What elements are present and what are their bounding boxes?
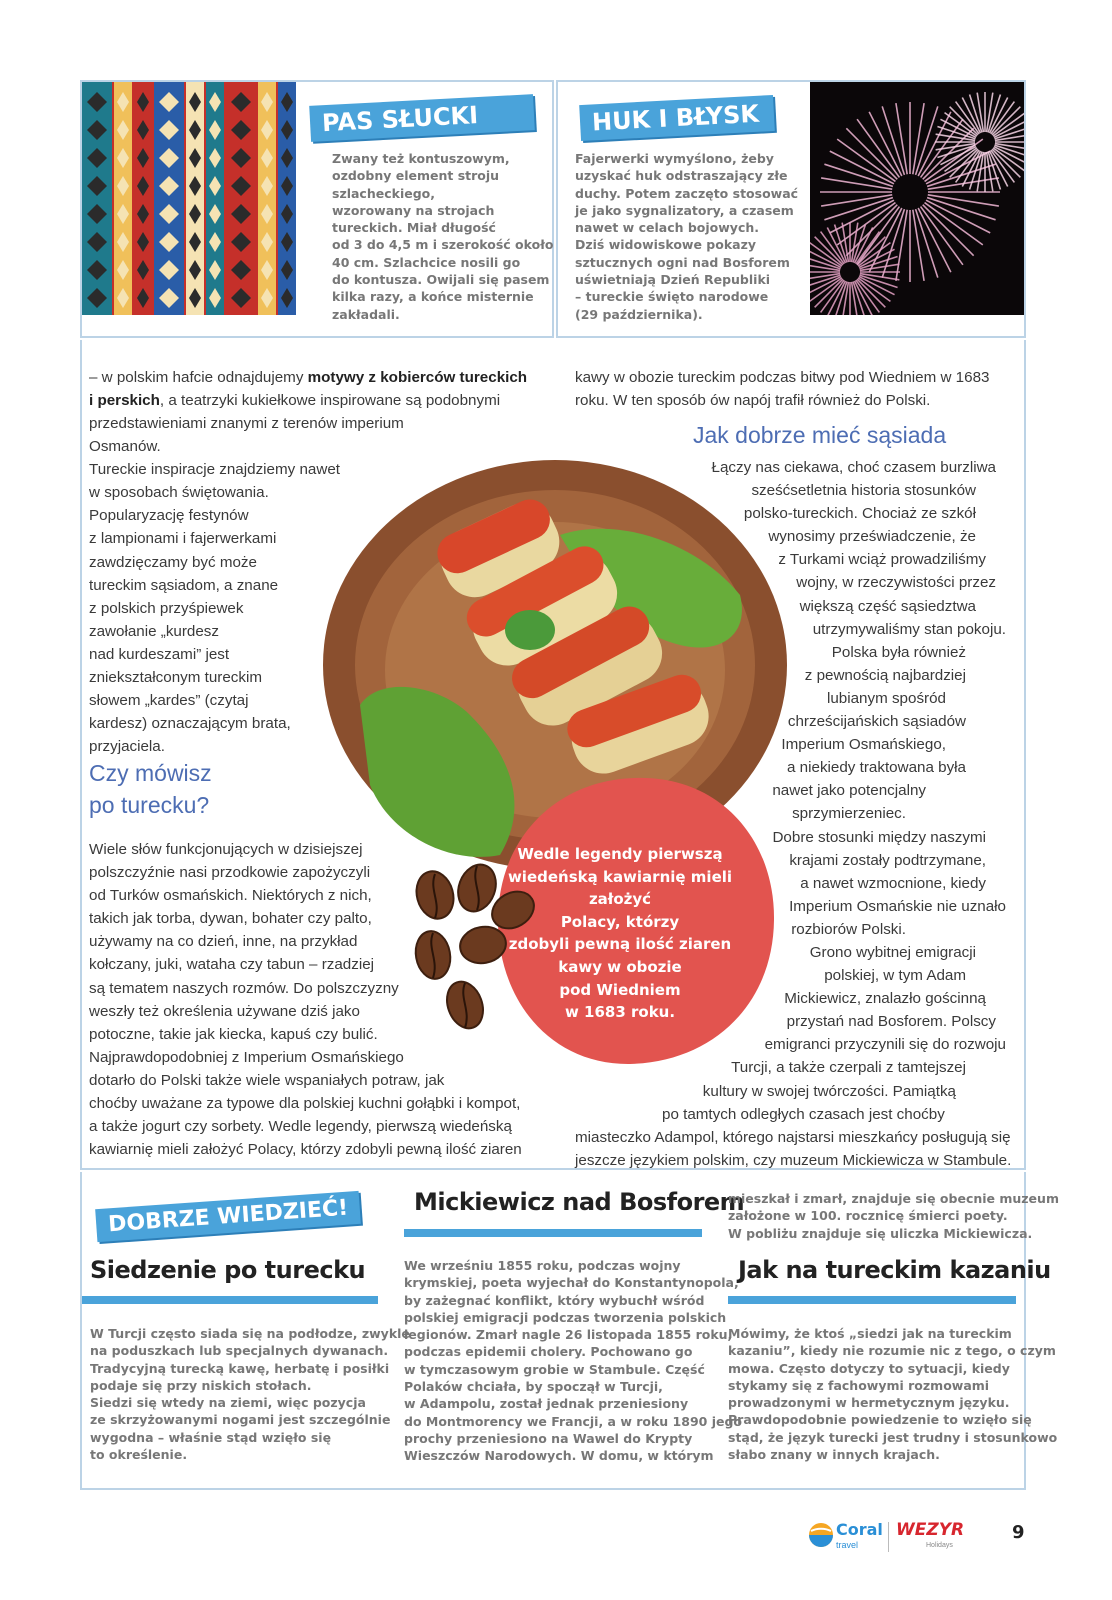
text-line: Popularyzację festynów: [89, 507, 249, 525]
text-line: zawdzięczamy być może: [89, 553, 257, 571]
intro-paragraph: – w polskim hafcie odnajdujemy motywy z kobierców tureckich i perskich, a teatrzyki kukiełkowe inspirowane są podobnymi: [89, 369, 528, 410]
mickiewicz-text: [404, 1257, 742, 1465]
text-line: tureckim sąsiadom, a znane: [89, 576, 279, 594]
text-line: mowa. Często dotyczy to sytuacji, kiedy: [728, 1360, 1010, 1376]
text-line: (29 października).: [575, 306, 703, 322]
quote-line: pod Wiedniem: [559, 980, 681, 999]
text-line: przedstawieniami znanymi z terenów imperium: [89, 415, 404, 432]
text-line: większą część sąsiedztwa: [799, 597, 976, 615]
text-line: Siedzi się wtedy na ziemi, więc pozycja: [90, 1395, 366, 1411]
text-line: w tymczasowym grobie w Stambule. Część: [404, 1361, 705, 1377]
left-column-text-2: [89, 838, 559, 1161]
text-line: nawet w celach bojowych.: [575, 220, 760, 236]
right-column-text-2: [560, 456, 1012, 1172]
text-line: kawy w obozie tureckim podczas bitwy pod Wiedniem w 1683: [575, 369, 990, 386]
text-line: kilka razy, a końce misternie: [332, 289, 534, 305]
text-line: Zwany też kontuszowym,: [332, 151, 510, 166]
belt-pattern-image: [82, 82, 296, 315]
text-line: sześćsetletnia historia stosunków: [751, 482, 976, 500]
text-line: uświetniają Dzień Republiki: [575, 272, 771, 288]
text-line: zniekształconym tureckim: [89, 669, 263, 687]
tag-huk-i-blysk: HUK I BŁYSK: [579, 95, 775, 141]
text-line: Mówimy, że ktoś „siedzi jak na tureckim: [728, 1326, 1012, 1341]
text-line: kazaniu”, kiedy nie rozumie nic z tego, o czym: [728, 1343, 1056, 1359]
text-line: by zażegnać konflikt, który wybuchł wśród: [404, 1292, 705, 1308]
text-line: Imperium Osmańskie nie uznało: [789, 897, 1006, 915]
text-line: kardesz) oznaczającym brata,: [89, 715, 291, 733]
text-line: krajami zostały podtrzymane,: [789, 851, 986, 869]
text-line: przyjaciela.: [89, 738, 165, 756]
text-line: Tradycyjną turecką kawę, herbatę i posiłki: [90, 1360, 390, 1376]
text-line: polsko-tureckich. Chociaż ze szkół: [743, 505, 976, 523]
title-jak-na-tureckim-kazaniu: Jak na tureckim kazaniu: [738, 1256, 1051, 1284]
text-line: chrześcijańskich sąsiadów: [787, 713, 966, 731]
text-line: a także jogurt czy sorbety. Wedle legendy, pierwszą wiedeńską: [89, 1118, 512, 1136]
text-line: Prawdopodobnie powiedzenie to wzięło się: [728, 1412, 1032, 1428]
text-line: We wrześniu 1855 roku, podczas wojny: [404, 1258, 681, 1273]
coral-travel-logo: [808, 1518, 883, 1554]
text-line: polskiej, w tym Adam: [824, 967, 966, 985]
text-line: ze skrzyżowanymi nogami jest szczególnie: [90, 1412, 391, 1428]
text-line: z polskich przyśpiewek: [89, 599, 244, 617]
text-line: sztucznych ogni nad Bosforem: [575, 254, 790, 270]
text-line: kawiarnię mieli założyć Polacy, którzy zdobyli pewną ilość ziaren: [89, 1141, 522, 1159]
text-line: stykamy się z fachowymi rozmowami: [728, 1377, 990, 1393]
text-line: Dobre stosunki między naszymi: [772, 828, 986, 846]
text-line: do kontusza. Owijali się pasem: [332, 272, 550, 288]
text-line: są tematem naszych rozmów. Do polszczyzny: [89, 979, 399, 997]
rule-right: [728, 1296, 1016, 1304]
text-line: sprzymierzeniec.: [792, 805, 906, 823]
text-line: używamy na co dzień, inne, na przykład: [89, 933, 358, 951]
quote-line: Polacy, którzy: [560, 912, 680, 931]
text-line: Imperium Osmańskiego,: [781, 736, 946, 754]
text-line: podaje się przy niskich stołach.: [90, 1377, 312, 1393]
text-line: Polska była również: [831, 643, 966, 661]
kazanie-text: [728, 1325, 1058, 1463]
text-line: rozbiorów Polski.: [791, 920, 906, 938]
left-column-text-1: [89, 412, 419, 758]
text-line: Łączy nas ciekawa, choć czasem burzliwa: [711, 459, 996, 476]
text-line: ozdobny element stroju: [332, 168, 500, 184]
text-line: Mickiewicz, znalazło gościnną: [784, 990, 986, 1008]
quote-line: zdobyli pewną ilość ziaren: [508, 935, 732, 954]
text-line: w Adampolu, został jednak przeniesiony: [404, 1396, 689, 1412]
text-line: tureckich. Miał długość: [332, 220, 496, 236]
right-column-text-1: [575, 366, 1015, 412]
text-line: Wiele słów funkcjonujących w dzisiejszej: [89, 841, 363, 858]
text-line: założone w 100. rocznicę śmierci poety.: [728, 1208, 1008, 1224]
text-line: z pewnością najbardziej: [804, 666, 966, 684]
text-line: Najprawdopodobniej z Imperium Osmańskiego: [89, 1048, 404, 1066]
heading-line: po turecku?: [89, 792, 210, 818]
text-line: W Turcji często siada się na podłodze, zwykle: [90, 1326, 410, 1341]
text-line: utrzymywaliśmy stan pokoju.: [812, 620, 1006, 638]
text-line: szlacheckiego,: [332, 185, 435, 201]
quote-line: Wedle legendy pierwszą: [517, 845, 723, 863]
text-line: a niekiedy traktowana była: [787, 759, 966, 777]
text-line: polskiej emigracji podczas tworzenia polskich: [404, 1309, 727, 1325]
quote-line: wiedeńską kawiarnię mieli: [507, 867, 733, 886]
text-line: W pobliżu znajduje się uliczka Mickiewicza.: [728, 1225, 1033, 1241]
heading-czy-mowisz: [89, 757, 212, 821]
text-line: z lampionami i fajerwerkami: [89, 530, 277, 548]
text-line: Fajerwerki wymyślono, żeby: [575, 151, 774, 166]
text-line: legionów. Zmarł nagle 26 listopada 1855 roku,: [404, 1327, 733, 1343]
text-line: zawołanie „kurdesz: [89, 622, 219, 640]
text-line: słabo znany w innych krajach.: [728, 1447, 940, 1463]
text-line: wynosimy przeświadczenie, że: [768, 528, 976, 546]
text-line: nad kurdeszami” jest: [89, 645, 230, 663]
text-line: Tureckie inspiracje znajdziemy nawet: [89, 461, 340, 479]
text-line: w sposobach świętowania.: [89, 484, 269, 502]
siedzenie-text: [90, 1325, 410, 1463]
text-line: emigranci przyczynili się do rozwoju: [764, 1036, 1006, 1054]
text-line: uzyskać huk odstraszający złe: [575, 168, 788, 184]
text-line: kołczany, juki, wataha czy tabun – rzadziej: [89, 956, 375, 974]
huk-i-blysk-text: [575, 150, 805, 323]
text-line: Dziś widowiskowe pokazy: [575, 237, 757, 253]
text-line: Polaków chciała, by spoczął w Turcji,: [404, 1379, 663, 1395]
text-line: takich jak torba, dywan, bohater czy palto,: [89, 910, 372, 928]
heading-line: Czy mówisz: [89, 760, 212, 786]
text-line: a nawet wzmocnione, kiedy: [800, 874, 986, 892]
text-line: 40 cm. Szlachcice nosili go: [332, 254, 521, 270]
text-line: z Turkami wciąż prowadziliśmy: [778, 551, 986, 569]
heading-jak-dobrze: Jak dobrze mieć sąsiada: [693, 422, 947, 448]
text-line: krymskiej, poeta wyjechał do Konstantynopola,: [404, 1275, 739, 1291]
page-number: 9: [1012, 1522, 1025, 1543]
text-line: słowem „kardes” (czytaj: [89, 692, 249, 710]
text-line: miasteczko Adampol, którego najstarsi mieszkańcy posługują się: [575, 1128, 1011, 1146]
wezyr-sub: Holidays: [926, 1542, 953, 1549]
coral-globe-icon: [808, 1522, 834, 1548]
text-line: to określenie.: [90, 1447, 188, 1463]
text-line: weszły też określenia używane dziś jako: [89, 1002, 360, 1020]
pas-slucki-text: [332, 150, 554, 323]
text-line: po tamtych odległych czasach jest choćby: [662, 1105, 945, 1123]
text-line: prochy przeniesiono na Wawel do Krypty: [404, 1430, 693, 1446]
text-line: Grono wybitnej emigracji: [809, 943, 976, 961]
text-line: Wieszczów Narodowych. W domu, w którym: [404, 1448, 714, 1464]
wezyr-logo: [896, 1518, 966, 1554]
text-line: jeszcze językiem polskim, czy muzeum Mickiewicza w Stambule.: [575, 1151, 1012, 1169]
logo-divider: [888, 1522, 889, 1552]
text-line: dotarło do Polski także wiele wspaniałych potraw, jak: [89, 1071, 445, 1089]
text-line: duchy. Potem zaczęto stosować: [575, 185, 799, 201]
text-line: mieszkał i zmarł, znajduje się obecnie muzeum: [728, 1191, 1059, 1206]
coral-sub: travel: [836, 1540, 859, 1550]
text-line: prowadzonymi w hermetycznym języku.: [728, 1395, 1010, 1411]
text-line: wojny, w rzeczywistości przez: [796, 574, 996, 592]
text-line: od 3 do 4,5 m i szerokość około: [332, 237, 554, 253]
text-line: – tureckie święto narodowe: [575, 289, 769, 305]
text-line: je jako sygnalizatory, a czasem: [575, 202, 794, 218]
tag-pas-slucki: PAS SŁUCKI: [309, 94, 535, 142]
text-line: polszczyźnie nasi przodkowie zapożyczyli: [89, 864, 371, 882]
text-line: do Montmorency we Francji, a w roku 1890 jego: [404, 1413, 742, 1429]
text-line: kultury w swojej twórczości. Pamiątką: [702, 1082, 956, 1100]
text-line: na poduszkach lub specjalnych dywanach.: [90, 1343, 389, 1359]
text-line: Turcji, a także czerpali z tamtejszej: [731, 1059, 966, 1077]
text-line: choćby uważane za typowe dla polskiej kuchni gołąbki i kompot,: [89, 1095, 521, 1113]
tag-dobrze-wiedziec: DOBRZE WIEDZIEĆ!: [95, 1191, 361, 1242]
text-line: stąd, że język turecki jest trudny i stosunkowo: [728, 1429, 1058, 1445]
text-line: przystań nad Bosforem. Polscy: [786, 1013, 996, 1031]
text-line: podczas epidemii cholery. Pochowano go: [404, 1344, 693, 1360]
fireworks-image: [810, 82, 1024, 315]
text-line: zakładali.: [332, 306, 400, 322]
text-line: Osmanów.: [89, 438, 161, 456]
text-line: lubianym spośród: [826, 689, 946, 707]
text-line: nawet jako potencjalny: [772, 782, 926, 800]
mickiewicz-text-continued: [728, 1190, 1059, 1242]
coral-brand: Coral: [836, 1520, 883, 1539]
text-line: od Turków osmańskich. Niektórych z nich,: [89, 887, 372, 905]
text-line: potoczne, takie jak kiecka, kapuś czy bulić.: [89, 1025, 378, 1043]
title-mickiewicz-nad-bosforem: Mickiewicz nad Bosforem: [414, 1188, 745, 1216]
rule-mid: [404, 1229, 702, 1237]
quote-line: w 1683 roku.: [564, 1003, 676, 1022]
quote-line: założyć: [588, 890, 652, 909]
text-line: roku. W ten sposób ów napój trafił również do Polski.: [575, 392, 931, 410]
quote-line: kawy w obozie: [558, 957, 682, 976]
wezyr-brand: WEZYR: [896, 1520, 965, 1540]
text-line: wygodna – właśnie stąd wzięło się: [90, 1429, 332, 1445]
rule-left: [82, 1296, 378, 1304]
title-siedzenie-po-turecku: Siedzenie po turecku: [90, 1256, 366, 1284]
text-line: wzorowany na strojach: [332, 202, 495, 218]
